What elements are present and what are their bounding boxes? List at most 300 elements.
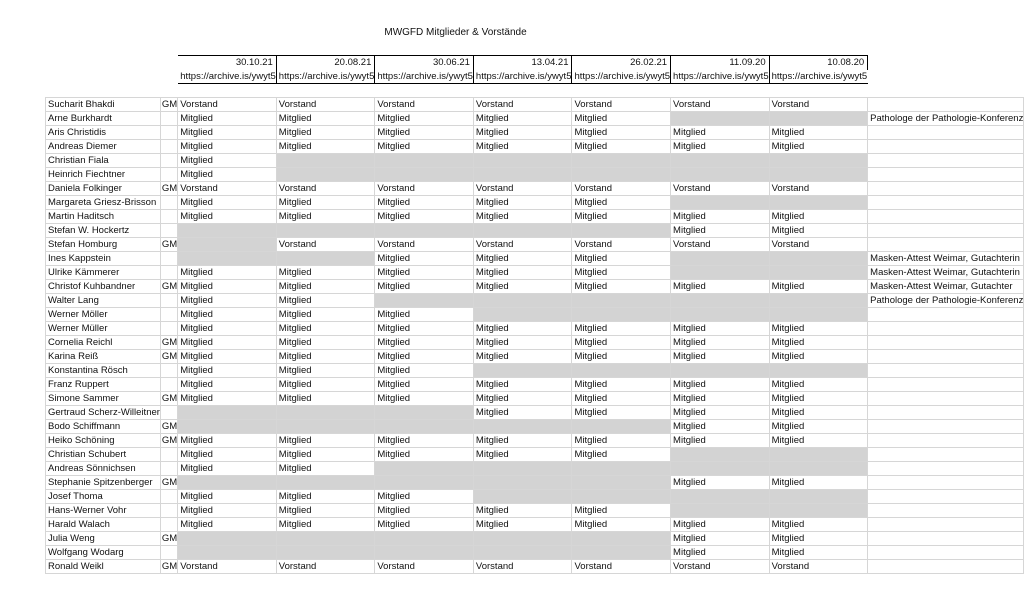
snapshot-url[interactable]: https://archive.is/ywyt5 xyxy=(769,70,868,84)
membership-cell: Vorstand xyxy=(276,98,375,112)
member-name: Martin Haditsch xyxy=(46,210,161,224)
membership-cell: Mitglied xyxy=(178,462,277,476)
membership-cell xyxy=(375,420,474,434)
membership-cell: Mitglied xyxy=(769,546,868,560)
membership-cell: Mitglied xyxy=(375,196,474,210)
membership-cell: Mitglied xyxy=(769,406,868,420)
table-row xyxy=(46,196,1024,210)
membership-cell xyxy=(473,154,572,168)
gm-flag xyxy=(160,322,177,336)
membership-cell: Mitglied xyxy=(375,490,474,504)
membership-cell: Mitglied xyxy=(276,126,375,140)
member-note xyxy=(868,350,1024,364)
membership-cell: Mitglied xyxy=(375,518,474,532)
membership-cell: Mitglied xyxy=(572,126,671,140)
membership-cell: Mitglied xyxy=(178,434,277,448)
table-row xyxy=(46,406,1024,420)
membership-cell: Mitglied xyxy=(473,126,572,140)
member-note xyxy=(868,406,1024,420)
snapshot-url[interactable]: https://archive.is/ywyt5 xyxy=(276,70,375,84)
membership-cell: Vorstand xyxy=(769,560,868,574)
membership-cell: Mitglied xyxy=(178,504,277,518)
membership-cell: Mitglied xyxy=(276,266,375,280)
membership-cell: Mitglied xyxy=(572,448,671,462)
membership-cell: Mitglied xyxy=(375,322,474,336)
gm-flag xyxy=(160,294,177,308)
membership-cell: Mitglied xyxy=(178,196,277,210)
snapshot-date: 11.09.20 xyxy=(671,56,770,70)
gm-flag: GM xyxy=(161,421,178,432)
spacer-cell xyxy=(671,84,770,98)
gm-flag xyxy=(160,364,177,378)
member-name: Josef Thoma xyxy=(46,490,161,504)
member-name: Werner Möller xyxy=(46,308,161,322)
membership-cell: Vorstand xyxy=(276,238,375,252)
member-name: Stefan W. Hockertz xyxy=(46,224,161,238)
member-note xyxy=(868,308,1024,322)
membership-cell: Vorstand xyxy=(178,560,277,574)
membership-cell: Mitglied xyxy=(671,336,770,350)
membership-cell xyxy=(473,532,572,546)
membership-cell: Mitglied xyxy=(671,126,770,140)
membership-cell: Mitglied xyxy=(671,532,770,546)
membership-cell: Mitglied xyxy=(671,420,770,434)
spacer-cell xyxy=(160,84,177,98)
snapshot-date: 30.06.21 xyxy=(375,56,474,70)
membership-cell xyxy=(178,546,277,560)
membership-cell xyxy=(671,448,770,462)
membership-cell xyxy=(375,168,474,182)
snapshot-url[interactable]: https://archive.is/ywyt5 xyxy=(375,70,474,84)
membership-cell xyxy=(375,224,474,238)
membership-cell: Mitglied xyxy=(276,462,375,476)
membership-cell: Vorstand xyxy=(769,98,868,112)
membership-cell xyxy=(671,490,770,504)
membership-cell: Mitglied xyxy=(276,112,375,126)
membership-cell xyxy=(572,154,671,168)
membership-cell xyxy=(671,252,770,266)
membership-cell: Mitglied xyxy=(473,322,572,336)
membership-cell: Mitglied xyxy=(572,196,671,210)
snapshot-url[interactable]: https://archive.is/ywyt5 xyxy=(671,70,770,84)
membership-cell: Mitglied xyxy=(572,266,671,280)
spacer-cell xyxy=(276,84,375,98)
member-name: Andreas Sönnichsen xyxy=(46,462,161,476)
snapshot-date: 30.10.21 xyxy=(178,56,277,70)
member-note xyxy=(868,532,1024,546)
membership-cell: Mitglied xyxy=(572,112,671,126)
member-note xyxy=(868,98,1024,112)
membership-cell: Mitglied xyxy=(671,280,770,294)
membership-cell: Vorstand xyxy=(572,182,671,196)
table-row xyxy=(46,560,1024,574)
membership-cell: Mitglied xyxy=(276,504,375,518)
membership-cell: Mitglied xyxy=(375,112,474,126)
member-note xyxy=(868,182,1024,196)
membership-cell: Mitglied xyxy=(769,518,868,532)
table-row xyxy=(46,168,1024,182)
membership-cell xyxy=(276,252,375,266)
membership-cell: Mitglied xyxy=(375,392,474,406)
member-note xyxy=(868,392,1024,406)
table-row xyxy=(46,98,1024,112)
gm-flag xyxy=(160,406,177,420)
member-note xyxy=(868,546,1024,560)
membership-cell xyxy=(178,420,277,434)
gm-flag xyxy=(160,224,177,238)
gm-flag xyxy=(160,154,177,168)
membership-cell: Mitglied xyxy=(276,308,375,322)
membership-cell xyxy=(276,154,375,168)
membership-cell: Mitglied xyxy=(572,392,671,406)
membership-cell: Mitglied xyxy=(473,196,572,210)
table-row xyxy=(46,266,1024,280)
membership-cell: Mitglied xyxy=(276,392,375,406)
spacer-cell xyxy=(769,84,868,98)
membership-cell xyxy=(769,196,868,210)
table-row xyxy=(46,224,1024,238)
membership-cell: Mitglied xyxy=(178,518,277,532)
membership-cell: Mitglied xyxy=(178,126,277,140)
membership-cell xyxy=(178,406,277,420)
membership-cell xyxy=(572,462,671,476)
membership-cell: Vorstand xyxy=(276,560,375,574)
membership-cell: Mitglied xyxy=(276,336,375,350)
snapshot-url[interactable]: https://archive.is/ywyt5 xyxy=(178,70,277,84)
membership-cell: Mitglied xyxy=(375,280,474,294)
membership-cell xyxy=(473,546,572,560)
membership-cell: Mitglied xyxy=(276,280,375,294)
snapshot-date: 10.08.20 xyxy=(769,56,868,70)
membership-cell: Vorstand xyxy=(178,98,277,112)
membership-cell: Vorstand xyxy=(375,560,474,574)
membership-cell xyxy=(769,252,868,266)
membership-cell: Mitglied xyxy=(572,336,671,350)
membership-cell: Mitglied xyxy=(276,210,375,224)
membership-cell: Mitglied xyxy=(769,350,868,364)
membership-cell: Mitglied xyxy=(178,490,277,504)
membership-cell: Mitglied xyxy=(572,406,671,420)
member-note xyxy=(868,434,1024,448)
gm-flag: GM xyxy=(161,281,178,292)
gm-flag xyxy=(160,210,177,224)
member-name: Sucharit Bhakdi xyxy=(46,98,161,112)
snapshot-url[interactable]: https://archive.is/ywyt5 xyxy=(572,70,671,84)
member-name: Heinrich Fiechtner xyxy=(46,168,161,182)
membership-cell: Mitglied xyxy=(375,364,474,378)
member-name: Simone Sammer xyxy=(46,392,161,406)
membership-cell xyxy=(769,294,868,308)
membership-cell xyxy=(769,168,868,182)
snapshot-url[interactable]: https://archive.is/ywyt5 xyxy=(473,70,572,84)
membership-cell: Mitglied xyxy=(375,308,474,322)
membership-cell: Mitglied xyxy=(769,224,868,238)
membership-cell: Mitglied xyxy=(276,322,375,336)
member-name: Karina Reiß xyxy=(46,350,161,364)
table-row xyxy=(46,420,1024,434)
membership-cell xyxy=(572,308,671,322)
membership-cell: Vorstand xyxy=(572,98,671,112)
gm-flag xyxy=(160,196,177,210)
gm-flag: GM xyxy=(161,561,178,572)
membership-cell: Mitglied xyxy=(375,504,474,518)
membership-cell: Mitglied xyxy=(375,252,474,266)
membership-cell: Mitglied xyxy=(572,434,671,448)
membership-cell: Mitglied xyxy=(276,294,375,308)
membership-cell xyxy=(473,476,572,490)
gm-flag xyxy=(160,112,177,126)
membership-cell xyxy=(473,308,572,322)
table-row xyxy=(46,308,1024,322)
membership-cell xyxy=(276,406,375,420)
membership-cell xyxy=(375,532,474,546)
membership-cell xyxy=(178,252,277,266)
membership-cell: Mitglied xyxy=(178,168,277,182)
membership-cell: Mitglied xyxy=(375,266,474,280)
snapshot-date: 20.08.21 xyxy=(276,56,375,70)
membership-cell xyxy=(769,448,868,462)
header-spacer xyxy=(46,70,161,84)
membership-cell xyxy=(276,168,375,182)
membership-cell xyxy=(276,532,375,546)
membership-cell: Mitglied xyxy=(473,434,572,448)
membership-cell: Mitglied xyxy=(276,140,375,154)
gm-flag xyxy=(160,504,177,518)
membership-cell: Mitglied xyxy=(671,392,770,406)
member-note: Masken-Attest Weimar, Gutachterin xyxy=(868,266,1024,280)
member-name: Ines Kappstein xyxy=(46,252,161,266)
member-name: Franz Ruppert xyxy=(46,378,161,392)
member-note xyxy=(868,154,1024,168)
membership-cell: Mitglied xyxy=(671,378,770,392)
membership-cell xyxy=(769,504,868,518)
snapshot-date: 13.04.21 xyxy=(473,56,572,70)
membership-cell: Mitglied xyxy=(375,434,474,448)
table-row xyxy=(46,532,1024,546)
membership-cell xyxy=(473,420,572,434)
member-name: Daniela Folkinger xyxy=(46,182,161,196)
gm-flag: GM xyxy=(161,351,178,362)
membership-cell: Mitglied xyxy=(276,434,375,448)
gm-flag xyxy=(160,168,177,182)
membership-cell: Mitglied xyxy=(473,378,572,392)
membership-cell: Mitglied xyxy=(671,518,770,532)
spacer-cell xyxy=(473,84,572,98)
table-row xyxy=(46,182,1024,196)
membership-cell: Mitglied xyxy=(375,378,474,392)
membership-cell: Mitglied xyxy=(769,476,868,490)
snapshot-date: 26.02.21 xyxy=(572,56,671,70)
membership-cell: Mitglied xyxy=(769,392,868,406)
membership-cell: Mitglied xyxy=(178,448,277,462)
membership-cell: Mitglied xyxy=(572,322,671,336)
membership-cell: Mitglied xyxy=(671,350,770,364)
gm-flag xyxy=(160,448,177,462)
membership-cell xyxy=(769,266,868,280)
membership-cell: Mitglied xyxy=(178,336,277,350)
member-note xyxy=(868,336,1024,350)
table-row xyxy=(46,448,1024,462)
membership-cell: Mitglied xyxy=(473,336,572,350)
gm-flag xyxy=(160,126,177,140)
membership-cell: Vorstand xyxy=(375,98,474,112)
member-name: Gertraud Scherz-Willeitner xyxy=(46,406,161,420)
table-row xyxy=(46,350,1024,364)
member-name: Heiko Schöning xyxy=(46,434,161,448)
membership-cell: Mitglied xyxy=(375,126,474,140)
gm-flag xyxy=(160,462,177,476)
membership-cell: Mitglied xyxy=(276,350,375,364)
membership-cell: Mitglied xyxy=(671,476,770,490)
member-note xyxy=(868,476,1024,490)
member-note: Pathologe der Pathologie-Konferenz xyxy=(868,294,1024,308)
table-row xyxy=(46,238,1024,252)
gm-flag xyxy=(160,252,177,266)
membership-cell: Mitglied xyxy=(473,280,572,294)
membership-cell: Mitglied xyxy=(572,350,671,364)
spacer-cell xyxy=(178,84,277,98)
membership-cell: Vorstand xyxy=(473,182,572,196)
membership-cell: Mitglied xyxy=(473,112,572,126)
table-row xyxy=(46,112,1024,126)
table-row xyxy=(46,140,1024,154)
table-row xyxy=(46,210,1024,224)
gm-flag: GM xyxy=(161,183,178,194)
member-note: Masken-Attest Weimar, Gutachterin xyxy=(868,252,1024,266)
membership-cell: Mitglied xyxy=(769,378,868,392)
table-row xyxy=(46,322,1024,336)
membership-cell: Mitglied xyxy=(769,280,868,294)
member-note xyxy=(868,224,1024,238)
membership-cell: Mitglied xyxy=(178,266,277,280)
gm-flag xyxy=(160,140,177,154)
membership-cell: Mitglied xyxy=(671,210,770,224)
membership-cell xyxy=(572,294,671,308)
member-name: Werner Müller xyxy=(46,322,161,336)
membership-cell: Mitglied xyxy=(276,196,375,210)
table-row xyxy=(46,518,1024,532)
membership-cell: Mitglied xyxy=(572,252,671,266)
member-name: Andreas Diemer xyxy=(46,140,161,154)
member-note xyxy=(868,560,1024,574)
member-name: Ronald Weikl xyxy=(46,560,161,574)
membership-cell xyxy=(671,154,770,168)
membership-cell xyxy=(671,364,770,378)
membership-cell xyxy=(178,476,277,490)
table-row xyxy=(46,154,1024,168)
membership-cell: Vorstand xyxy=(671,238,770,252)
membership-cell xyxy=(572,532,671,546)
gm-flag xyxy=(160,518,177,532)
membership-cell xyxy=(276,420,375,434)
member-note xyxy=(868,168,1024,182)
membership-cell: Vorstand xyxy=(375,238,474,252)
page-title: MWGFD Mitglieder & Vorstände xyxy=(384,27,527,38)
spacer-cell xyxy=(46,84,161,98)
member-note: Pathologe der Pathologie-Konferenz xyxy=(868,112,1024,126)
member-name: Harald Walach xyxy=(46,518,161,532)
table-row xyxy=(46,252,1024,266)
membership-cell xyxy=(572,546,671,560)
membership-cell: Mitglied xyxy=(769,140,868,154)
members-table xyxy=(45,55,1024,574)
membership-cell: Mitglied xyxy=(375,448,474,462)
membership-cell xyxy=(769,364,868,378)
member-note xyxy=(868,490,1024,504)
url-header-row xyxy=(46,70,1024,84)
member-note xyxy=(868,140,1024,154)
membership-cell xyxy=(769,112,868,126)
membership-cell: Mitglied xyxy=(572,504,671,518)
membership-cell xyxy=(769,490,868,504)
spacer-cell xyxy=(375,84,474,98)
membership-cell xyxy=(671,266,770,280)
membership-cell: Mitglied xyxy=(473,448,572,462)
membership-cell: Vorstand xyxy=(671,560,770,574)
membership-cell: Mitglied xyxy=(178,322,277,336)
membership-cell: Mitglied xyxy=(769,434,868,448)
membership-cell: Mitglied xyxy=(276,518,375,532)
member-name: Hans-Werner Vohr xyxy=(46,504,161,518)
header-spacer xyxy=(160,56,177,70)
membership-cell: Mitglied xyxy=(375,210,474,224)
membership-cell: Mitglied xyxy=(178,154,277,168)
membership-cell: Mitglied xyxy=(572,518,671,532)
membership-cell xyxy=(375,406,474,420)
member-name: Aris Christidis xyxy=(46,126,161,140)
membership-cell: Vorstand xyxy=(769,182,868,196)
membership-cell: Vorstand xyxy=(671,182,770,196)
table-row xyxy=(46,364,1024,378)
membership-cell: Mitglied xyxy=(178,294,277,308)
membership-cell: Vorstand xyxy=(671,98,770,112)
membership-cell: Mitglied xyxy=(178,378,277,392)
header-spacer xyxy=(868,56,1024,70)
membership-cell: Vorstand xyxy=(276,182,375,196)
gm-flag: GM xyxy=(161,533,178,544)
gm-flag: GM xyxy=(161,239,178,250)
member-note xyxy=(868,518,1024,532)
membership-cell: Mitglied xyxy=(178,112,277,126)
member-name: Walter Lang xyxy=(46,294,161,308)
membership-cell xyxy=(178,224,277,238)
membership-cell: Mitglied xyxy=(473,140,572,154)
membership-cell: Vorstand xyxy=(572,238,671,252)
date-header-row xyxy=(46,56,1024,70)
member-note xyxy=(868,196,1024,210)
table-row xyxy=(46,392,1024,406)
member-note xyxy=(868,238,1024,252)
membership-cell xyxy=(572,224,671,238)
membership-cell: Mitglied xyxy=(769,126,868,140)
membership-cell xyxy=(473,364,572,378)
membership-cell: Vorstand xyxy=(375,182,474,196)
membership-cell xyxy=(276,224,375,238)
gm-flag: GM xyxy=(161,99,178,110)
membership-cell: Mitglied xyxy=(769,210,868,224)
member-note xyxy=(868,378,1024,392)
membership-cell: Vorstand xyxy=(473,238,572,252)
membership-cell xyxy=(671,308,770,322)
membership-cell: Mitglied xyxy=(671,140,770,154)
gm-flag: GM xyxy=(161,337,178,348)
header-spacer xyxy=(160,70,177,84)
membership-cell: Mitglied xyxy=(178,350,277,364)
membership-cell: Mitglied xyxy=(178,364,277,378)
membership-cell xyxy=(375,546,474,560)
table-row xyxy=(46,490,1024,504)
membership-cell: Mitglied xyxy=(473,406,572,420)
